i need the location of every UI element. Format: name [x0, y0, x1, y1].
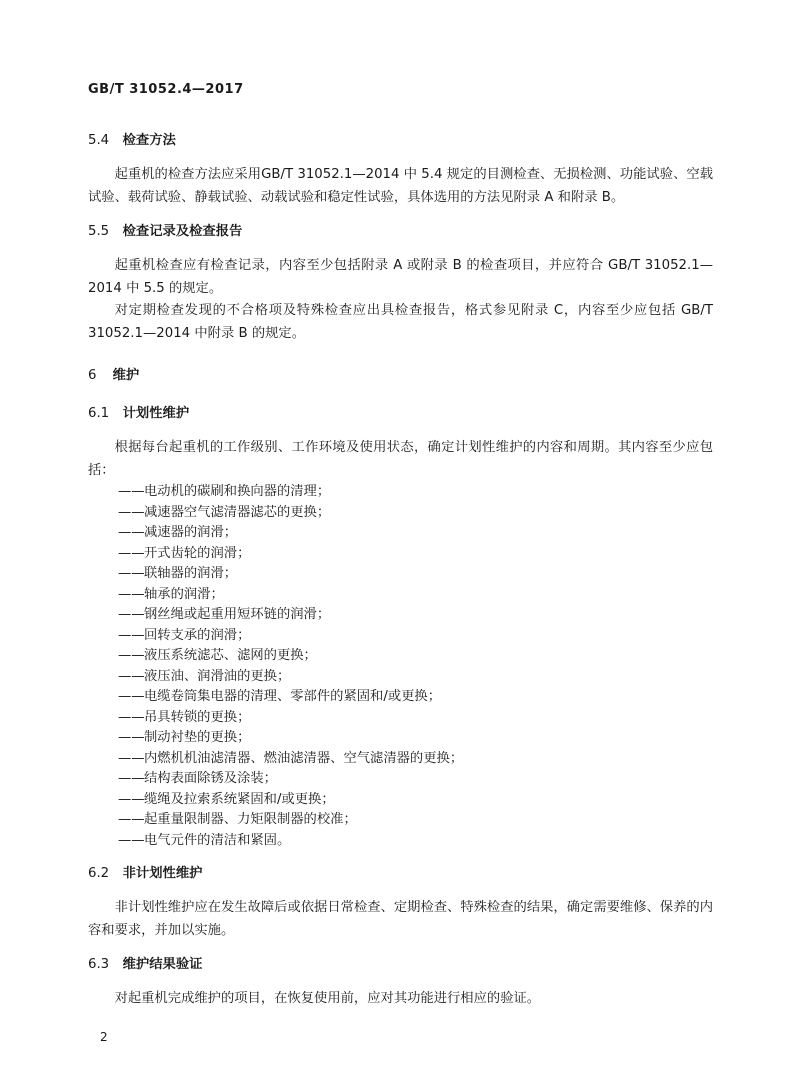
list-item-text: 制动衬垫的更换；	[144, 730, 251, 745]
list-item	[88, 503, 713, 524]
list-item	[88, 831, 713, 852]
section-number: 5.5	[88, 224, 110, 239]
list-item	[88, 667, 713, 688]
section-5-5-heading	[88, 221, 713, 243]
section-6-3-heading	[88, 954, 713, 976]
list-item-text: 内燃机机油滤清器、燃油滤清器、空气滤清器的更换；	[144, 750, 464, 766]
list-dash: ——	[118, 730, 145, 745]
list-dash: ——	[118, 771, 145, 786]
list-dash: ——	[118, 545, 145, 561]
list-dash: ——	[118, 627, 145, 643]
list-item	[88, 523, 713, 544]
list-dash: ——	[118, 586, 145, 602]
list-item-text: 联轴器的润滑；	[144, 566, 238, 581]
list-item	[88, 790, 713, 811]
list-item	[88, 544, 713, 565]
section-6-1-intro: 根据每台起重机的工作级别、工作环境及使用状态，确定计划性维护的内容和周期。其内容至少应包括：	[88, 440, 713, 478]
list-item	[88, 810, 713, 831]
list-item-text: 起重量限制器、力矩限制器的校准；	[144, 812, 357, 827]
list-item	[88, 646, 713, 667]
list-dash: ——	[118, 791, 145, 807]
section-number: 5.4	[88, 133, 110, 148]
list-item-text: 回转支承的润滑；	[144, 627, 251, 643]
list-item	[88, 564, 713, 585]
section-number: 6.2	[88, 866, 110, 881]
list-item	[88, 728, 713, 749]
list-item	[88, 482, 713, 503]
list-dash: ——	[118, 709, 145, 725]
list-item-text: 电缆卷筒集电器的清理、零部件的紧固和/或更换；	[144, 689, 442, 704]
list-dash: ——	[118, 504, 145, 520]
list-item	[88, 769, 713, 790]
section-6-1-heading	[88, 403, 713, 425]
list-dash: ——	[118, 566, 145, 581]
list-item-text: 吊具转锁的更换；	[144, 709, 251, 725]
list-item-text: 电气元件的清洁和紧固。	[144, 832, 291, 848]
page-content	[88, 130, 713, 1011]
list-item	[88, 626, 713, 647]
section-title: 维护	[112, 368, 140, 383]
section-title: 非计划性维护	[122, 866, 203, 881]
section-5-4-paragraph: 起重机的检查方法应采用GB/T 31052.1—2014 中 5.4 规定的目测检查、无损检测、功能试验、空载试验、载荷试验、静载试验、动载试验和稳定性试验，具体选用的方法见附录 A 和附录 B。	[88, 167, 713, 205]
list-dash: ——	[118, 607, 145, 622]
section-number: 6	[88, 368, 97, 383]
list-item-text: 钢丝绳或起重用短环链的润滑；	[144, 607, 331, 622]
list-dash: ——	[118, 812, 145, 827]
section-title: 检查记录及检查报告	[122, 224, 243, 239]
section-number: 6.1	[88, 406, 110, 421]
page-number: 2	[100, 1030, 108, 1044]
section-number: 6.3	[88, 957, 110, 972]
list-item-text: 液压油、润滑油的更换；	[144, 668, 291, 684]
section-6-2-heading	[88, 863, 713, 885]
list-item	[88, 687, 713, 708]
section-5-5-paragraph-2: 对定期检查发现的不合格项及特殊检查应出具检查报告，格式参见附录 C，内容至少应包括 GB/T 31052.1—2014 中附录 B 的规定。	[88, 303, 713, 341]
list-dash: ——	[118, 750, 145, 766]
list-item	[88, 605, 713, 626]
planned-maintenance-list	[88, 482, 713, 851]
section-5-4-heading	[88, 130, 713, 152]
list-dash: ——	[118, 832, 145, 848]
list-dash: ——	[118, 689, 145, 704]
list-item-text: 开式齿轮的润滑；	[144, 545, 251, 561]
list-dash: ——	[118, 648, 145, 663]
section-title: 维护结果验证	[122, 957, 203, 972]
list-dash: ——	[118, 525, 145, 540]
section-title: 计划性维护	[122, 406, 190, 421]
list-item	[88, 585, 713, 606]
section-5-5-paragraph-1: 起重机检查应有检查记录，内容至少包括附录 A 或附录 B 的检查项目，并应符合 GB/T 31052.1—2014 中 5.5 的规定。	[88, 258, 713, 296]
list-item-text: 轴承的润滑；	[144, 586, 224, 602]
list-item	[88, 708, 713, 729]
list-item-text: 减速器空气滤清器滤芯的更换；	[144, 504, 331, 520]
section-title: 检查方法	[122, 133, 176, 148]
standard-code: GB/T 31052.4—2017	[88, 82, 244, 97]
list-item-text: 结构表面除锈及涂装；	[144, 771, 277, 786]
list-item-text: 减速器的润滑；	[144, 525, 238, 540]
list-dash: ——	[118, 668, 145, 684]
list-dash: ——	[118, 484, 145, 499]
list-item-text: 电动机的碳刷和换向器的清理；	[144, 484, 331, 499]
list-item-text: 缆绳及拉索系统紧固和/或更换；	[144, 791, 335, 807]
list-item	[88, 749, 713, 770]
section-6-2-paragraph: 非计划性维护应在发生故障后或依据日常检查、定期检查、特殊检查的结果，确定需要维修、保养的内容和要求，并加以实施。	[88, 900, 713, 938]
section-6-3-paragraph: 对起重机完成维护的项目，在恢复使用前，应对其功能进行相应的验证。	[114, 991, 541, 1006]
section-6-heading	[88, 365, 713, 387]
list-item-text: 液压系统滤芯、滤网的更换；	[144, 648, 317, 663]
